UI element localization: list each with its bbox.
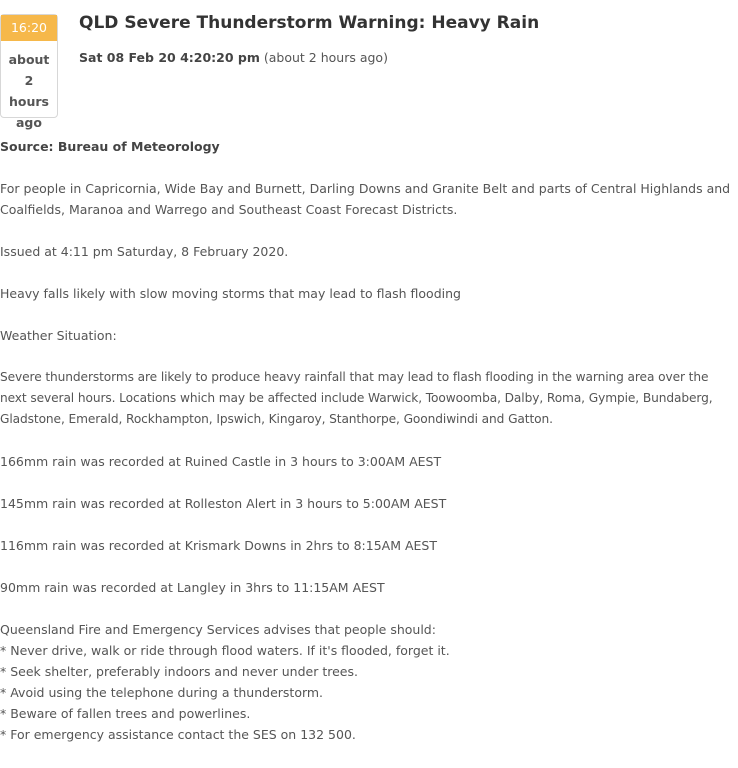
advice-item: * Avoid using the telephone during a thunderstorm.	[0, 685, 324, 700]
warning-title[interactable]: QLD Severe Thunderstorm Warning: Heavy Rain	[79, 13, 540, 33]
warning-timestamp	[79, 49, 388, 67]
rain-record: 116mm rain was recorded at Krismark Downs in 2hrs to 8:15AM AEST	[0, 538, 437, 553]
timestamp-relative: (about 2 hours ago)	[263, 50, 388, 65]
source-line: Source: Bureau of Meteorology	[0, 139, 220, 154]
rain-record: 90mm rain was recorded at Langley in 3hrs to 11:15AM AEST	[0, 580, 385, 595]
rain-record: 145mm rain was recorded at Rolleston Alert in 3 hours to 5:00AM AEST	[0, 496, 447, 511]
advice-item: * Beware of fallen trees and powerlines.	[0, 706, 251, 721]
advice-intro: Queensland Fire and Emergency Services advises that people should:	[0, 622, 436, 637]
affected-districts: For people in Capricornia, Wide Bay and Burnett, Darling Downs and Granite Belt and parts of Central Highlands and Coalfields, Maranoa and Warrego and Southeast Coast Forecast Districts.	[0, 181, 731, 217]
timestamp-absolute: Sat 08 Feb 20 4:20:20 pm	[79, 50, 260, 65]
warning-header	[0, 12, 738, 130]
badge-relative-time: about 2 hours ago	[8, 52, 50, 130]
situation-text: Severe thunderstorms are likely to produce heavy rainfall that may lead to flash flooding in the warning area over the next several hours. Locations which may be affected include Warwick, Toowoomba, Dalby, Roma, Gympie, Bundaberg, Gladstone, Emerald, Rockhampton, Ipswich, Kingaroy, Stanthorpe, Goondiwindi and Gatton.	[0, 370, 713, 426]
warning-body	[0, 136, 738, 745]
advice-item: * Seek shelter, preferably indoors and never under trees.	[0, 664, 358, 679]
situation-label: Weather Situation:	[0, 328, 117, 343]
badge-time: 16:20	[1, 15, 57, 41]
advice-item: * For emergency assistance contact the SES on 132 500.	[0, 727, 356, 742]
warning-headline: Heavy falls likely with slow moving storms that may lead to flash flooding	[0, 286, 461, 301]
time-badge	[0, 14, 58, 130]
issued-time: Issued at 4:11 pm Saturday, 8 February 2020.	[0, 244, 289, 259]
advice-item: * Never drive, walk or ride through flood waters. If it's flooded, forget it.	[0, 643, 450, 658]
rain-record: 166mm rain was recorded at Ruined Castle in 3 hours to 3:00AM AEST	[0, 454, 442, 469]
